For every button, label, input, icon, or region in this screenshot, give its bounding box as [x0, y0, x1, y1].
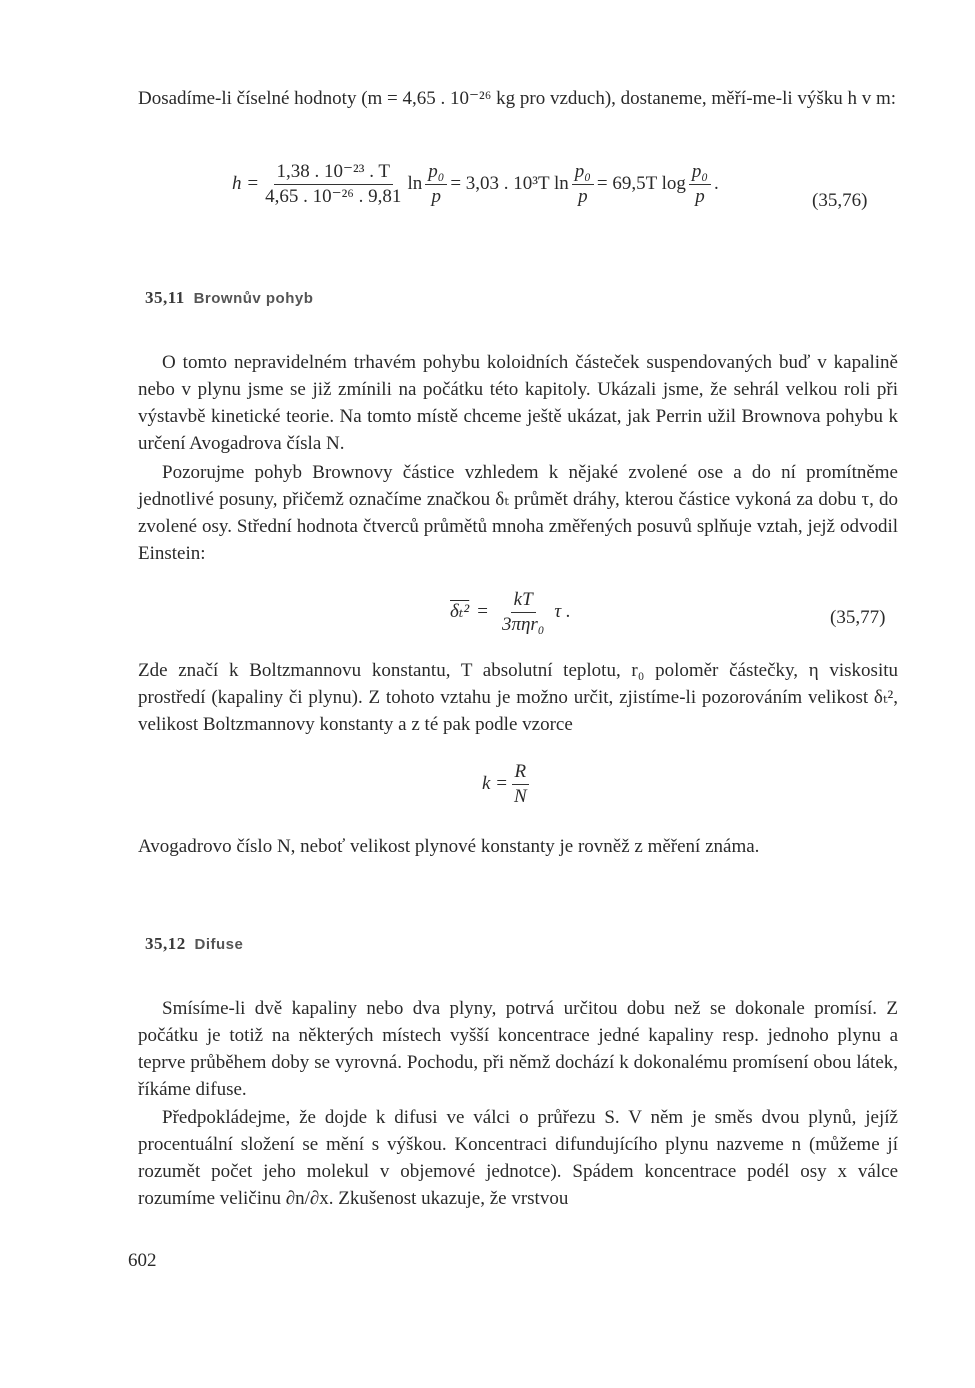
eq1-middle: = 3,03 . 10³T ln [450, 172, 569, 194]
eq1-numerator: 1,38 . 10⁻²³ . T [274, 160, 393, 185]
eq2-numerator: kT [511, 588, 536, 613]
equation-k [482, 760, 533, 809]
eq2-tail: τ . [554, 600, 571, 622]
section-heading-difuse [145, 932, 243, 956]
eq1-ratio-1: $\frac{\text{p₀}}{p}$ [425, 160, 447, 209]
page-number: 602 [128, 1250, 157, 1271]
intro-paragraph: Dosadíme-li číselné hodnoty (m = 4,65 . 10⁻²⁶ kg pro vzduch), dostaneme, měří-me-li výšku h v m: [138, 88, 897, 109]
section-title: Difuse [194, 936, 244, 953]
eq1-ln: ln [407, 172, 423, 194]
zde-paragraph: Zde značí k Boltzmannovu konstantu, T absolutní teplotu, r₀ poloměr částečky, η viskositu prostředí (kapaliny či plynu). Z tohoto vztahu je možno určit, zjistíme-li pozorováním velikost δₜ², velikost Boltzmannovy konstanty a z té pak podle vzorce [138, 660, 898, 735]
eq1-middle-2: = 69,5T log [596, 172, 686, 194]
eq3-denominator: N [514, 785, 527, 807]
brown-paragraph-2: Pozorujme pohyb Brownovy částice vzhledem k nějaké zvolené ose a do ní promítněme jednotlivé posuny, přičemž označíme značkou δₜ průmět dráhy, kterou částice vykoná za dobu τ, do zvolené osy. Střední hodnota čtverců průmětů mnoha změřených posuvů splňuje vztah, jejž odvodil Einstein: [138, 462, 898, 564]
difuse-paragraph-1: Smísíme-li dvě kapaliny nebo dva plyny, potrvá určitou dobu než se dokonale promísí. Z počátku je totiž na některých místech vyšší koncentrace jedné kapaliny resp. jednoho plynu a teprve průběhem doby se vyrovná. Pochodu, při němž dochází k dokonalému promísení obou látek, říkáme difuse. [138, 998, 898, 1100]
equation-number-35-77: (35,77) [830, 607, 886, 628]
equation-35-76 [232, 160, 719, 209]
eq1-lhs: h = [232, 172, 260, 194]
eq2-equals: = [477, 600, 488, 622]
avogadro-paragraph: Avogadrovo číslo N, neboť velikost plynové konstanty je rovněž z měření známa. [138, 836, 760, 857]
eq1-ratio-2: $\frac{\text{p₀}}{p}$ [572, 160, 594, 209]
eq2-denominator: 3πηr₀ [501, 613, 545, 635]
eq1-tail: . [714, 172, 719, 194]
section-title: Brownův pohyb [193, 290, 314, 307]
eq2-fraction [499, 588, 547, 637]
equation-35-77 [450, 588, 571, 637]
equation-number-35-76: (35,76) [812, 190, 868, 211]
section-number: 35,11 [145, 288, 185, 307]
eq3-fraction [511, 760, 530, 809]
eq1-ratio-3: $\frac{\text{p₀}}{p}$ [689, 160, 711, 209]
eq3-numerator: R [512, 760, 530, 785]
eq1-denominator: 4,65 . 10⁻²⁶ . 9,81 [265, 185, 402, 207]
brown-paragraph-1: O tomto nepravidelném trhavém pohybu koloidních částeček suspendovaných buď v kapalině nebo v plynu jsme se již zmínili na počátku této kapitoly. Ukázali jsme, že sehrál velkou roli při výstavbě kinetické teorie. Na tomto místě chceme ještě ukázat, jak Perrin užil Brownova pohybu k určení Avogadrova čísla N. [138, 352, 898, 454]
eq2-lhs: δₜ² [450, 600, 470, 622]
eq1-fraction [262, 160, 404, 209]
section-heading-brown [145, 286, 313, 310]
section-number: 35,12 [145, 934, 186, 953]
difuse-paragraph-2: Předpokládejme, že dojde k difusi ve válci o průřezu S. V něm je směs dvou plynů, jejíž procentuální složení se mění s výškou. Koncentraci difundujícího plynu nazveme n (můžeme jí rozumět počet jeho molekul v objemové jednotce). Spádem koncentrace podél osy x válce rozumíme veličinu ∂n/∂x. Zkušenost ukazuje, že vrstvou [138, 1107, 898, 1209]
eq3-lhs: k = [482, 772, 509, 794]
